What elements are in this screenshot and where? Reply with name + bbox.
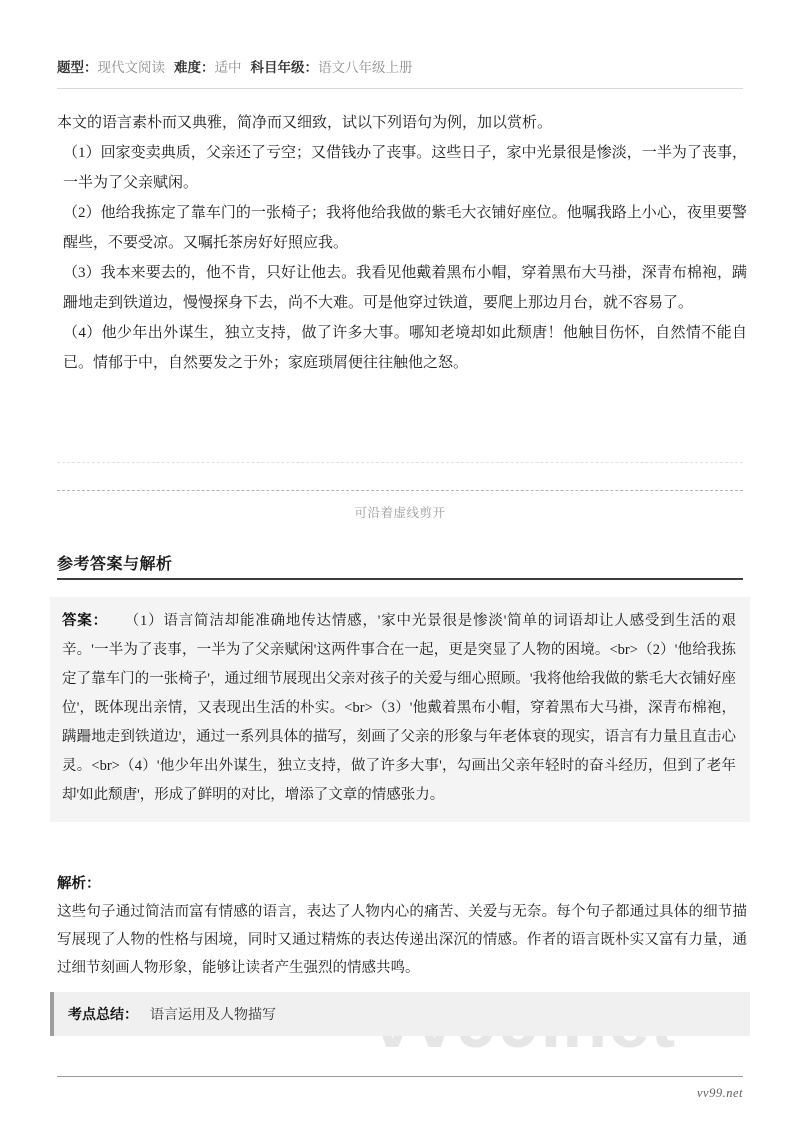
question-meta-header [57,58,757,78]
cut-line-lower [57,490,743,491]
meta-type-label: 题型： [57,60,98,75]
meta-difficulty-value: 适中 [214,60,242,75]
answer-section-divider [57,578,743,580]
question-body [57,108,747,378]
cut-line-label: 可沿着虚线剪开 [354,506,446,520]
answer-body [62,607,736,810]
meta-subject-label: 科目年级： [250,60,318,75]
question-item-3: （3）我本来要去的，他不肯，只好让他去。我看见他戴着黑布小帽，穿着黑布大马褂，深青布棉袍，蹒跚地走到铁道边，慢慢探身下去，尚不大难。可是他穿过铁道，要爬上那边月台，就不容易了。 [63,265,747,311]
question-item-4: （4）他少年出外谋生，独立支持，做了许多大事。哪知老境却如此颓唐！他触目伤怀，自然情不能自已。情郁于中，自然要发之于外；家庭琐屑便往往触他之怒。 [63,325,747,371]
key-point-label: 考点总结： [68,1008,138,1023]
analysis-block [57,872,747,982]
meta-difficulty-label: 难度： [174,60,215,75]
meta-subject-value: 语文八年级上册 [318,60,413,75]
key-point-box [50,992,750,1036]
cut-line-upper [57,462,743,463]
analysis-label: 解析： [57,876,101,892]
question-item-2: （2）他给我拣定了靠车门的一张椅子；我将他给我做的紫毛大衣铺好座位。他嘱我路上小心，夜里要警醒些，不要受凉。又嘱托茶房好好照应我。 [63,205,747,251]
answer-label: 答案： [62,613,108,629]
question-prompt: 本文的语言素朴而又典雅，简净而又细致，试以下列语句为例，加以赏析。 [57,115,553,131]
footer-brand: vv99.net [697,1086,743,1100]
question-item-1: （1）回家变卖典质，父亲还了亏空；又借钱办了丧事。这些日子，家中光景很是惨淡，一半为了丧事，一半为了父亲赋闲。 [63,145,747,191]
footer-divider [57,1076,743,1077]
analysis-text: 这些句子通过简洁而富有情感的语言，表达了人物内心的痛苦、关爱与无奈。每个句子都通过具体的细节描写展现了人物的性格与困境，同时又通过精炼的表达传递出深沉的情感。作者的语言既朴实又富有力量，通过细节刻画人物形象，能够让读者产生强烈的情感共鸣。 [57,904,747,976]
answer-text: （1）语言简洁却能准确地传达情感，'家中光景很是惨淡'简单的词语却让人感受到生活的艰辛。'一半为了丧事，一半为了父亲赋闲'这两件事合在一起，更是突显了人物的困境。<br>（2）'他给我拣定了靠车门的一张椅子'，通过细节展现出父亲对孩子的关爱与细心照顾。'我将他给我做的紫毛大衣铺好座位'，既体现出亲情，又表现出生活的朴实。<br>（3）'他戴着黑布小帽，穿着黑布大马褂，深青布棉袍，蹒跚地走到铁道边'，通过一系列具体的描写，刻画了父亲的形象与年老体衰的现实，语言有力量且直击心灵。<br>（4）'他少年出外谋生，独立支持，做了许多大事'，勾画出父亲年轻时的奋斗经历，但到了老年却'如此颓唐'，形成了鲜明的对比，增添了文章的情感张力。 [62,613,736,803]
header-divider [57,88,743,89]
answer-box [50,597,750,822]
answer-section-title: 参考答案与解析 [57,556,173,573]
meta-type-value: 现代文阅读 [97,60,165,75]
key-point-value: 语言运用及人物描写 [150,1008,276,1023]
